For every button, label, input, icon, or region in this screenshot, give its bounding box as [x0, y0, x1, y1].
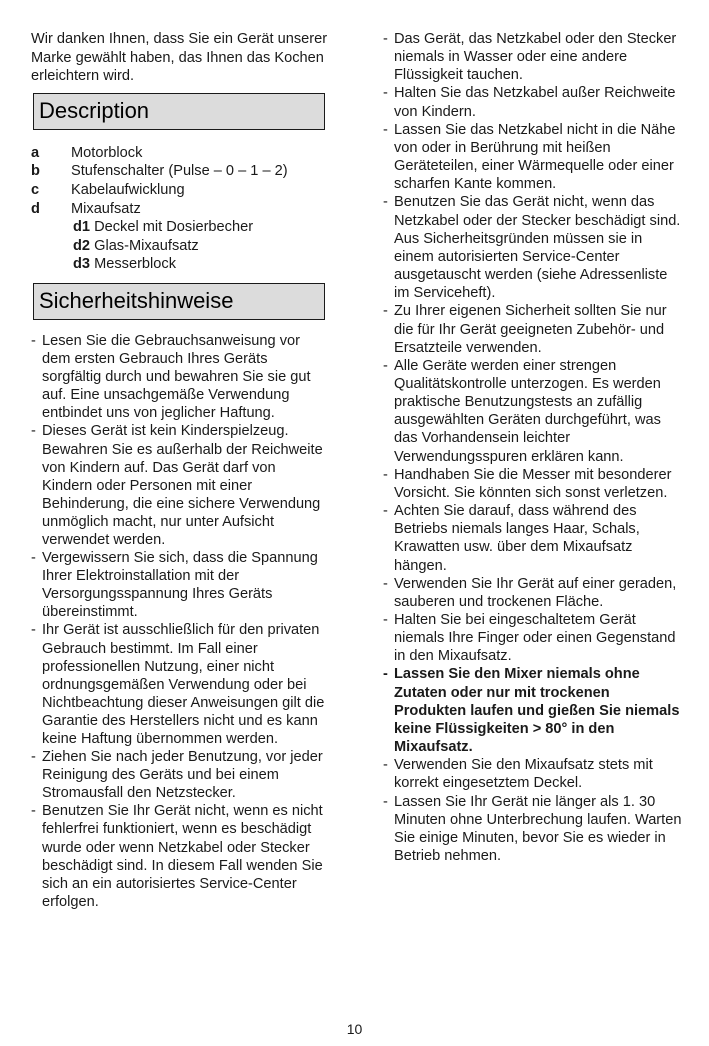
left-column [31, 30, 329, 911]
list-item: - Verwenden Sie Ihr Gerät auf einer geraden, sauberen und trockenen Fläche. [383, 575, 677, 610]
safety-list-left [31, 332, 329, 911]
list-item: - Benutzen Sie Ihr Gerät nicht, wenn es nicht fehlerfrei funktioniert, wenn es beschädigt wurde oder wenn Netzkabel oder Stecker beschädigt sind. In diesem Fall wenden Sie sich an ein autorisiertes Service-Center erfolgen. [31, 803, 323, 910]
list-item: - Alle Geräte werden einer strengen Qualitätskontrolle unterzogen. Es werden praktische Benutzungstests an zufällig ausgewählten Geräten durchgeführt, was das Vorhandensein leichter Verwendungsspuren erklären kann. [383, 357, 661, 465]
list-item: - Halten Sie das Netzkabel außer Reichweite von Kindern. [383, 85, 676, 120]
description-item-d: d Mixaufsatz [31, 200, 141, 217]
list-item: - Dieses Gerät ist kein Kinderspielzeug. Bewahren Sie es außerhalb der Reichweite von Kindern auf. Das Gerät darf von Kindern oder Personen mit einer Behinderung, die eine sichere Verwendung unmöglich macht, nur unter Aufsicht verwendet werden. [31, 423, 323, 548]
right-column [383, 30, 683, 865]
description-item-a: a Motorblock [31, 144, 143, 161]
description-subitem-d1: d1 Deckel mit Dosierbecher [73, 219, 254, 236]
description-subitem-d3: d3 Messerblock [73, 256, 177, 273]
list-item: - Zu Ihrer eigenen Sicherheit sollten Sie nur die für Ihr Gerät geeigneten Zubehör- und Ersatzteile verwenden. [383, 303, 667, 356]
list-item: - Handhaben Sie die Messer mit besonderer Vorsicht. Sie könnten sich sonst verletzen. [383, 466, 672, 501]
list-item: - Lassen Sie das Netzkabel nicht in die Nähe von oder in Berührung mit heißen Geräteteilen, einer Wärmequelle oder einer scharfen Kante kommen. [383, 121, 676, 193]
list-item: - Ihr Gerät ist ausschließlich für den privaten Gebrauch bestimmt. Im Fall einer professionellen Nutzung, einer nicht ordnungsgemäßen Verwendung oder bei Nichtbeachtung dieser Anweisungen gilt die Garantie des Herstellers nicht und es kann keine Haftung übernommen werden. [31, 622, 325, 747]
list-item: - Verwenden Sie den Mixaufsatz stets mit korrekt eingesetztem Deckel. [383, 757, 653, 792]
description-item-b: b Stufenschalter (Pulse – 0 – 1 – 2) [31, 163, 288, 180]
intro-text: Wir danken Ihnen, dass Sie ein Gerät unserer Marke gewählt haben, das Ihnen das Kochen erleichtern wird. [31, 31, 328, 85]
list-item: - Benutzen Sie das Gerät nicht, wenn das Netzkabel oder der Stecker beschädigt sind. Aus Sicherheitsgründen müssen sie in einem autorisierten Service-Center ausgetauscht werden (siehe Adressenliste im Serviceheft). [383, 194, 681, 302]
description-item-c: c Kabelaufwicklung [31, 181, 185, 198]
warning-item: - Lassen Sie den Mixer niemals ohne Zutaten oder nur mit trockenen Produkten laufen und gießen Sie niemals keine Flüssigkeiten > 80° in den Mixaufsatz. [383, 666, 680, 756]
list-item: - Vergewissern Sie sich, dass die Spannung Ihrer Elektroinstallation mit der Versorgungsspannung Ihres Geräts übereinstimmt. [31, 550, 318, 621]
list-item: - Halten Sie bei eingeschaltetem Gerät niemals Ihre Finger oder einen Gegenstand in den Mixaufsatz. [383, 612, 676, 665]
safety-list-right [383, 30, 683, 865]
description-list [31, 144, 329, 274]
list-item: - Lesen Sie die Gebrauchsanweisung vor dem ersten Gebrauch Ihres Geräts sorgfältig durch und bewahren Sie sie gut auf. Eine unsachgemäße Verwendung entbindet uns von jeglicher Haftung. [31, 332, 311, 422]
page-number: 10 [346, 1021, 363, 1037]
list-item: - Ziehen Sie nach jeder Benutzung, vor jeder Reinigung des Geräts und bei einem Stromausfall den Netzstecker. [31, 749, 323, 802]
list-item: - Das Gerät, das Netzkabel oder den Stecker niemals in Wasser oder eine andere Flüssigkeit tauchen. [383, 31, 677, 84]
list-item: - Lassen Sie Ihr Gerät nie länger als 1. 30 Minuten ohne Unterbrechung laufen. Warten Sie einige Minuten, bevor Sie es wieder in Betrieb nehmen. [383, 793, 682, 865]
description-subitem-d2: d2 Glas-Mixaufsatz [73, 237, 199, 254]
list-item: - Achten Sie darauf, dass während des Betriebs niemals langes Haar, Schals, Krawatten usw. über dem Mixaufsatz hängen. [383, 503, 640, 574]
description-heading: Description [33, 93, 325, 130]
safety-heading: Sicherheitshinweise [33, 283, 325, 320]
